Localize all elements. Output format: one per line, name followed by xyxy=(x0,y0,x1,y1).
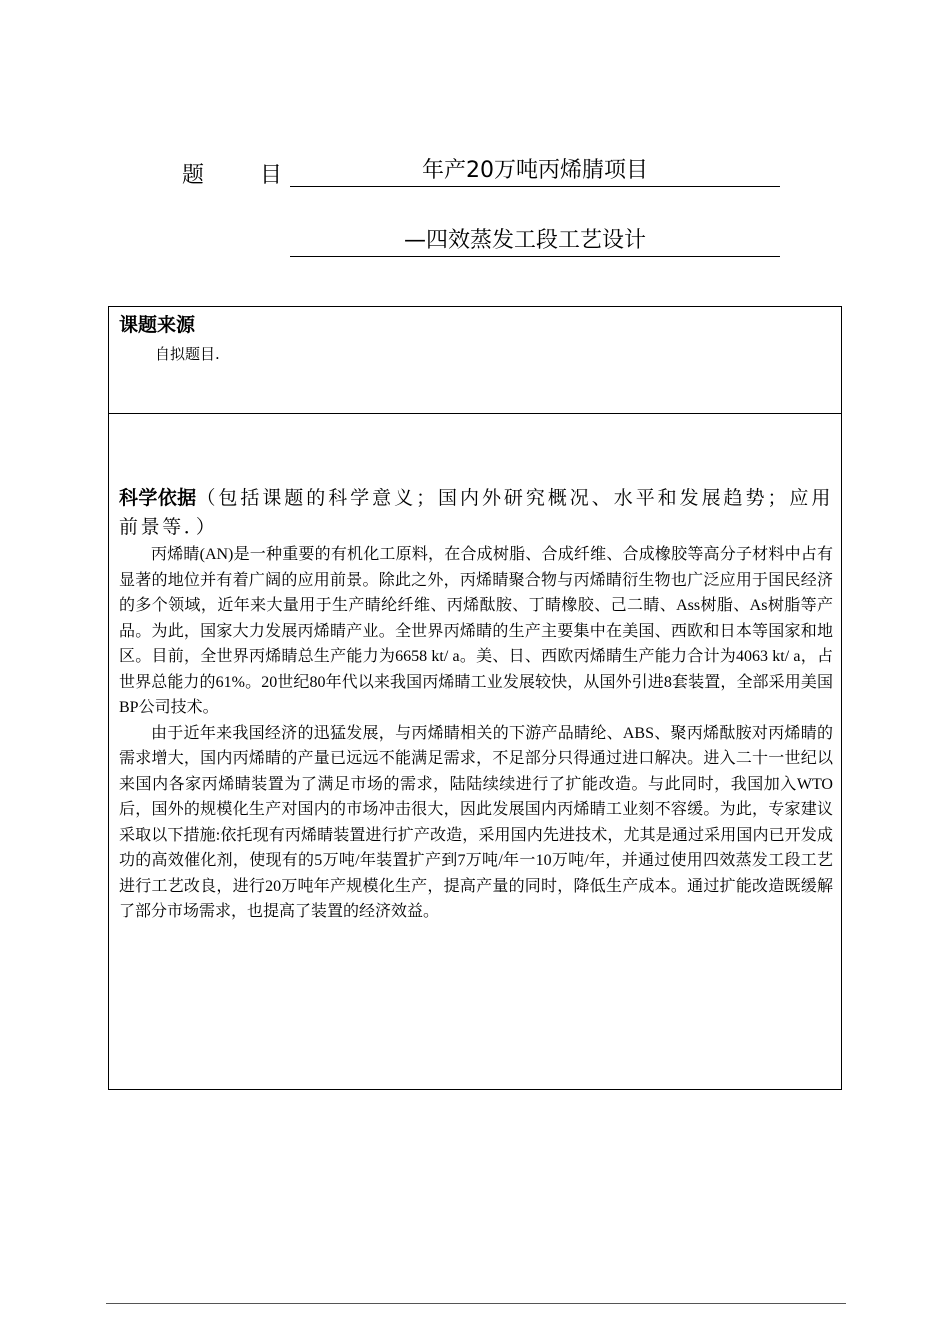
footer-rule xyxy=(106,1303,846,1304)
basis-heading-note: （包括课题的科学意义；国内外研究概况、水平和发展趋势；应用前景等．） xyxy=(119,487,833,538)
title-text-1: 年产20万吨丙烯腈项目 xyxy=(422,158,648,183)
basis-heading: 科学依据 xyxy=(119,487,197,509)
basis-body xyxy=(119,542,833,925)
basis-heading-block xyxy=(119,484,833,542)
title-line-1 xyxy=(290,156,780,187)
basis-paragraph-1: 丙烯睛(AN)是一种重要的有机化工原料，在合成树脂、合成纤维、合成橡胶等高分子材料中占有显著的地位并有着广阔的应用前景。除此之外，丙烯睛聚合物与丙烯睛衍生物也广泛应用于国民经济的多个领域，近年来大量用于生产睛纶纤维、丙烯酞胺、丁睛橡胶、己二睛、Ass树脂、As树脂等产品。为此，国家大力发展丙烯睛产业。全世界丙烯睛的生产主要集中在美国、西欧和日本等国家和地区。目前，全世界丙烯睛总生产能力为6658 kt/ a。美、日、西欧丙烯睛生产能力合计为4063 kt/ a，占世界总能力的61%。20世纪80年代以来我国丙烯睛工业发展较快，从国外引进8套装置，全部采用美国BP公司技术。 xyxy=(119,546,833,716)
source-body: 自拟题目. xyxy=(155,345,220,363)
title-label-char-1: 题 xyxy=(182,163,205,188)
title-line-2 xyxy=(290,226,780,257)
title-label xyxy=(182,158,282,189)
source-section-box xyxy=(108,306,842,414)
source-heading: 课题来源 xyxy=(119,314,196,336)
title-text-2: —四效蒸发工段工艺设计 xyxy=(403,228,646,253)
basis-section-box xyxy=(108,413,842,1090)
basis-paragraph-2: 由于近年来我国经济的迅猛发展，与丙烯睛相关的下游产品睛纶、ABS、聚丙烯酞胺对丙烯睛的需求增大，国内丙烯睛的产量已远远不能满足需求，不足部分只得通过进口解决。进入二十一世纪以来国内各家丙烯睛装置为了满足市场的需求，陆陆续续进行了扩能改造。与此同时，我国加入WTO后，国外的规模化生产对国内的市场冲击很大，因此发展国内丙烯睛工业刻不容缓。为此，专家建议采取以下措施:依托现有丙烯睛装置进行扩产改造，采用国内先进技术，尤其是通过采用国内已开发成功的高效催化剂，使现有的5万吨/年装置扩产到7万吨/年一10万吨/年，并通过使用四效蒸发工段工艺进行工艺改良，进行20万吨年产规模化生产，提高产量的同时，降低生产成本。通过扩能改造既缓解了部分市场需求，也提高了装置的经济效益。 xyxy=(119,724,833,920)
title-label-char-2: 目 xyxy=(259,163,282,188)
